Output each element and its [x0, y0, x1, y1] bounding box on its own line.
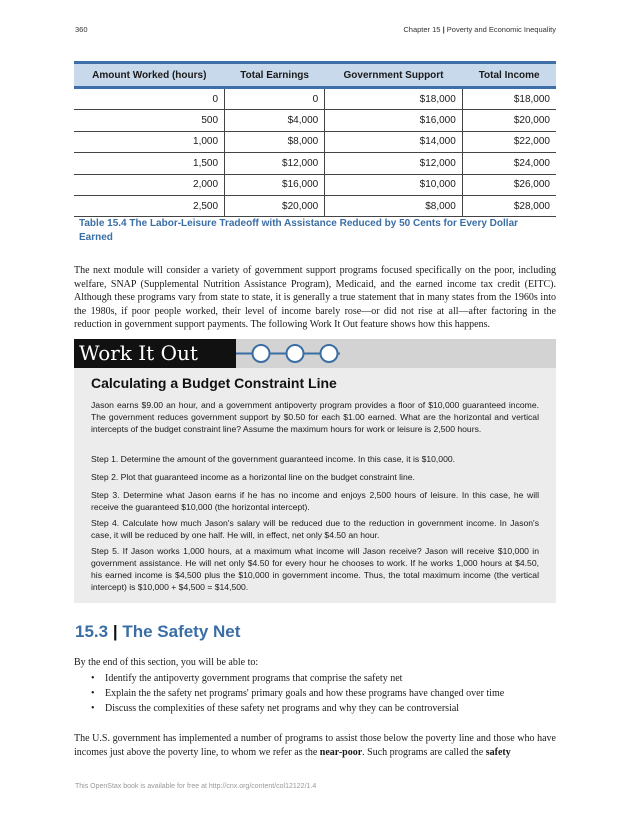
table-cell: $20,000	[225, 195, 325, 216]
work-it-out-box	[74, 339, 556, 603]
column-header: Total Earnings	[225, 63, 325, 88]
closing-text: . Such programs are called the	[362, 746, 486, 758]
table-cell: $18,000	[462, 88, 556, 110]
table-cell: $18,000	[325, 88, 463, 110]
column-header: Government Support	[325, 63, 463, 88]
section-number: 15.3	[75, 622, 109, 641]
table-cell: $12,000	[225, 153, 325, 174]
table-cell: $28,000	[462, 195, 556, 216]
step-1: Step 1. Determine the amount of the government guaranteed income. In this case, it is $10,000.	[91, 454, 456, 464]
header-separator: |	[442, 25, 445, 34]
table-cell: $24,000	[462, 153, 556, 174]
page-footer: This OpenStax book is available for free at http://cnx.org/content/col12122/1.4	[75, 783, 317, 790]
page-number: 360	[75, 25, 88, 34]
table-cell: $20,000	[462, 110, 556, 131]
table-caption: Table 15.4 The Labor-Leisure Tradeoff with Assistance Reduced by 50 Cents for Every Dollar Earned	[79, 218, 519, 243]
list-item: • Discuss the complexities of these safety net programs and why they can be controversial	[105, 701, 556, 716]
term-safety: safety	[485, 746, 511, 758]
page-header	[75, 25, 556, 34]
step-3: Step 3. Determine what Jason earns if he has no income and enjoys 2,500 hours of leisure. In this case, he will receive the guaranteed $10,000 (the horizontal intercept).	[91, 490, 539, 512]
table-cell: 2,000	[74, 174, 225, 195]
section-separator: |	[112, 622, 118, 641]
column-header: Total Income	[462, 63, 556, 88]
closing-paragraph	[74, 732, 556, 759]
table-cell: $26,000	[462, 174, 556, 195]
table-cell: 1,000	[74, 131, 225, 152]
table-cell: $16,000	[225, 174, 325, 195]
table-cell: 500	[74, 110, 225, 131]
work-it-out-title: Calculating a Budget Constraint Line	[91, 375, 337, 391]
table-cell: $4,000	[225, 110, 325, 131]
table-cell: $16,000	[325, 110, 463, 131]
step-4: Step 4. Calculate how much Jason's salary will be reduced due to the reduction in government income. In Jason's case, it will be reduced by one half. He will, in effect, net only $4.50 an hour.	[91, 518, 539, 540]
section-title: The Safety Net	[122, 622, 241, 641]
running-title	[403, 25, 556, 34]
table-row	[74, 110, 556, 131]
table-cell: $22,000	[462, 131, 556, 152]
objectives-intro: By the end of this section, you will be able to:	[74, 657, 259, 668]
chapter-title: Poverty and Economic Inequality	[446, 25, 556, 34]
list-item: • Identify the antipoverty government programs that comprise the safety net	[105, 671, 556, 686]
problem-statement: Jason earns $9.00 an hour, and a government antipoverty program provides a floor of $10,000 guaranteed income. The government reduces government support by $0.50 for each $1.00 earned. What are the horizontal and vertical intercepts of the budget constraint line? Assume the maximum hours for work or leisure is 2,500 hours.	[91, 400, 539, 434]
learning-objectives	[74, 671, 556, 716]
work-it-out-label: Work It Out	[74, 339, 236, 368]
section-heading	[75, 622, 240, 642]
step-2: Step 2. Plot that guaranteed income as a horizontal line on the budget constraint line.	[91, 472, 415, 482]
table-row	[74, 88, 556, 110]
table-cell: 0	[225, 88, 325, 110]
table-cell: 2,500	[74, 195, 225, 216]
table-row	[74, 195, 556, 216]
table-cell: 0	[74, 88, 225, 110]
table-cell: 1,500	[74, 153, 225, 174]
table-cell: $10,000	[325, 174, 463, 195]
table-header-row	[74, 63, 556, 88]
intro-paragraph: The next module will consider a variety of government support programs focused specifically on the poor, including welfare, SNAP (Supplemental Nutrition Assistance Program), Medicaid, and the earned income tax credit (EITC). Although these programs vary from state to state, it is generally a true statement that in many states from the 1960s into the 1980s, if poor people worked, their level of income barely rose—or did not rise at all—after factoring in the reduction in government support payments. The following Work It Out feature shows how this happens.	[74, 265, 556, 330]
table-cell: $12,000	[325, 153, 463, 174]
closing-text: The U.S. government has implemented a number of programs to assist those below the poverty line and those who have incomes just above the poverty line, to whom we refer as the	[74, 733, 556, 758]
table-row	[74, 174, 556, 195]
table-cell: $14,000	[325, 131, 463, 152]
table-row	[74, 131, 556, 152]
column-header: Amount Worked (hours)	[74, 63, 225, 88]
labor-leisure-table	[74, 61, 556, 217]
term-near-poor: near-poor	[319, 746, 363, 758]
step-5: Step 5. If Jason works 1,000 hours, at a maximum what income will Jason receive? Jason will receive $10,000 in government assistance. He will net only $4.50 for every hour he chooses to work. If he works 1,000 hours at $4.50, his earned income is $4,500 plus the $10,000 in government income. Thus, the total maximum income (the vertical intercept) is $10,000 + $4,500 = $14,500.	[91, 546, 539, 592]
chapter-label: Chapter 15	[403, 25, 441, 34]
list-item: • Explain the the safety net programs' primary goals and how these programs have changed over time	[105, 686, 556, 701]
table-cell: $8,000	[225, 131, 325, 152]
table-cell: $8,000	[325, 195, 463, 216]
table-row	[74, 153, 556, 174]
chain-circles-icon	[236, 339, 416, 368]
